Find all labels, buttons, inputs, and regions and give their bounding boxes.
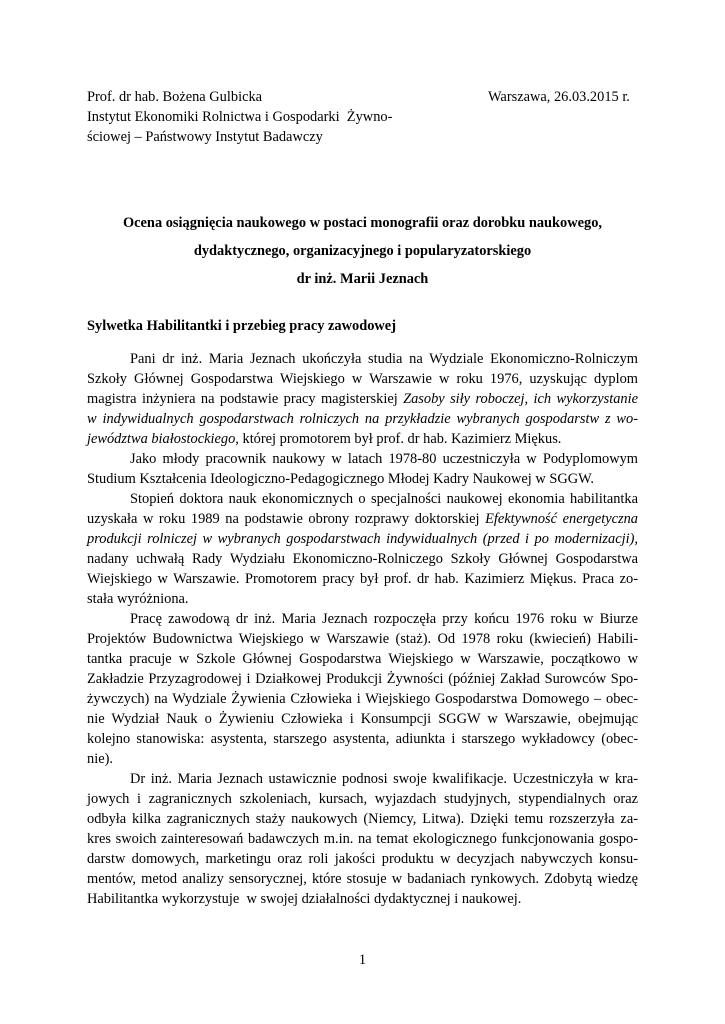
thesis-title-part-1: Zasoby siły roboczej, ich wykorzystanie bbox=[403, 391, 639, 407]
p4-line-2: Projektów Budownictwa Wiejskiego w Warszawie (staż). Od 1978 roku (kwiecień) Habili- bbox=[87, 631, 638, 647]
p4-line-8: nie). bbox=[87, 751, 113, 767]
p5-line-5: darstw domowych, marketingu oraz roli jakości produktu w decyzjach nabywczych konsu- bbox=[87, 851, 638, 867]
p1-line-3 bbox=[87, 389, 638, 409]
p1-line-2: Szkoły Głównej Gospodarstwa Wiejskiego w Warszawie w roku 1976, uzyskując dyplom bbox=[87, 371, 638, 387]
author-name: Prof. dr hab. Bożena Gulbicka bbox=[87, 89, 263, 105]
p5-line-1: Dr inż. Maria Jeznach ustawicznie podnosi swoje kwalifikacje. Uczestniczyła w kra- bbox=[130, 771, 638, 787]
p5-line-2: jowych i zagranicznych szkoleniach, kursach, wyjazdach studyjnych, stypendialnych oraz bbox=[87, 791, 638, 807]
p2-line-1: Jako młody pracownik naukowy w latach 1978-80 uczestniczyła w Podyplomowym bbox=[130, 451, 638, 467]
p3-line-6: stała wyróżniona. bbox=[87, 591, 189, 607]
p3-line-5: Wiejskiego w Warszawie. Promotorem pracy był prof. dr hab. Kazimierz Miękus. Praca zo- bbox=[87, 571, 638, 587]
p4-line-1: Pracę zawodową dr inż. Maria Jeznach rozpoczęła przy końcu 1976 roku w Biurze bbox=[130, 611, 638, 627]
title-line-3: dr inż. Marii Jeznach bbox=[296, 271, 429, 287]
institute-line-1: Instytut Ekonomiki Rolnictwa i Gospodarki Żywno- bbox=[87, 109, 393, 125]
thesis-title-part-2: w indywidualnych gospodarstwach rolniczych na przykładzie wybranych gospodarstw z wo- bbox=[87, 411, 638, 427]
p3-line-4: nadany uchwałą Rady Wydziału Ekonomiczno-Rolniczego Szkoły Głównej Gospodarstwa bbox=[87, 551, 638, 567]
thesis-title-part-3: jewództwa białostockiego bbox=[87, 431, 236, 447]
p5-line-6: mentów, metod analizy sensorycznej, które stosuje w badaniach rynkowych. Zdobytą wiedzę bbox=[87, 871, 638, 887]
p4-line-6: nie Wydział Nauk o Żywieniu Człowieka i Konsumpcji SGGW w Warszawie, obejmując bbox=[87, 711, 638, 727]
p3-line-2-text: uzyskała w roku 1989 na podstawie obrony rozprawy doktorskiej bbox=[87, 511, 486, 527]
p5-line-3: odbyła kilka zagranicznych staży naukowych (Niemcy, Litwa). Dzięki temu rozszerzyła za- bbox=[87, 811, 638, 827]
p5-line-4: kres swoich zainteresowań badawczych m.in. na temat ekologicznego funkcjonowania gospo- bbox=[87, 831, 638, 847]
p2-line-2: Studium Kształcenia Ideologiczno-Pedagogicznego Młodej Kadry Naukowej w SGGW. bbox=[87, 471, 595, 487]
p1-line-5 bbox=[87, 429, 561, 449]
p1-line-1: Pani dr inż. Maria Jeznach ukończyła studia na Wydziale Ekonomiczno-Rolniczym bbox=[130, 351, 638, 367]
p5-line-7: Habilitantka wykorzystuje w swojej działalności dydaktycznej i naukowej. bbox=[87, 891, 522, 907]
p4-line-3: tantka pracuje w Szkole Głównej Gospodarstwa Wiejskiego w Warszawie, początkowo w bbox=[87, 651, 638, 667]
p4-line-4: Zakładzie Przyzagrodowej i Działkowej Produkcji Żywności (później Zakład Surowców Spo- bbox=[87, 671, 638, 687]
p1-line-3-text: magistra inżyniera na podstawie pracy magisterskiej bbox=[87, 391, 404, 407]
title-line-2: dydaktycznego, organizacyjnego i popularyzatorskiego bbox=[193, 243, 532, 259]
dissertation-title-part-2: produkcji rolniczej w wybranych gospodarstwach indywidualnych (przed i po modernizacji), bbox=[87, 531, 638, 547]
title-line-1: Ocena osiągnięcia naukowego w postaci monografii oraz dorobku naukowego, bbox=[122, 215, 603, 231]
institute-line-2: ściowej – Państwowy Instytut Badawczy bbox=[87, 129, 323, 145]
place-date: Warszawa, 26.03.2015 r. bbox=[488, 89, 630, 105]
p1-line-5-text: , której promotorem był prof. dr hab. Kazimierz Miękus. bbox=[235, 431, 562, 447]
p3-line-1: Stopień doktora nauk ekonomicznych o specjalności naukowej ekonomia habilitantka bbox=[130, 491, 638, 507]
page-number: 1 bbox=[358, 952, 367, 968]
dissertation-title-part-1: Efektywność energetyczna bbox=[485, 511, 638, 527]
section-heading: Sylwetka Habilitantki i przebieg pracy zawodowej bbox=[87, 318, 396, 334]
p3-line-2 bbox=[87, 509, 638, 529]
p4-line-7: kolejno stanowiska: asystenta, starszego asystenta, adiunkta i starszego wykładowcy (obec- bbox=[87, 731, 638, 747]
p4-line-5: żywczych) na Wydziale Żywienia Człowieka i Wiejskiego Gospodarstwa Domowego – obec- bbox=[87, 691, 638, 707]
